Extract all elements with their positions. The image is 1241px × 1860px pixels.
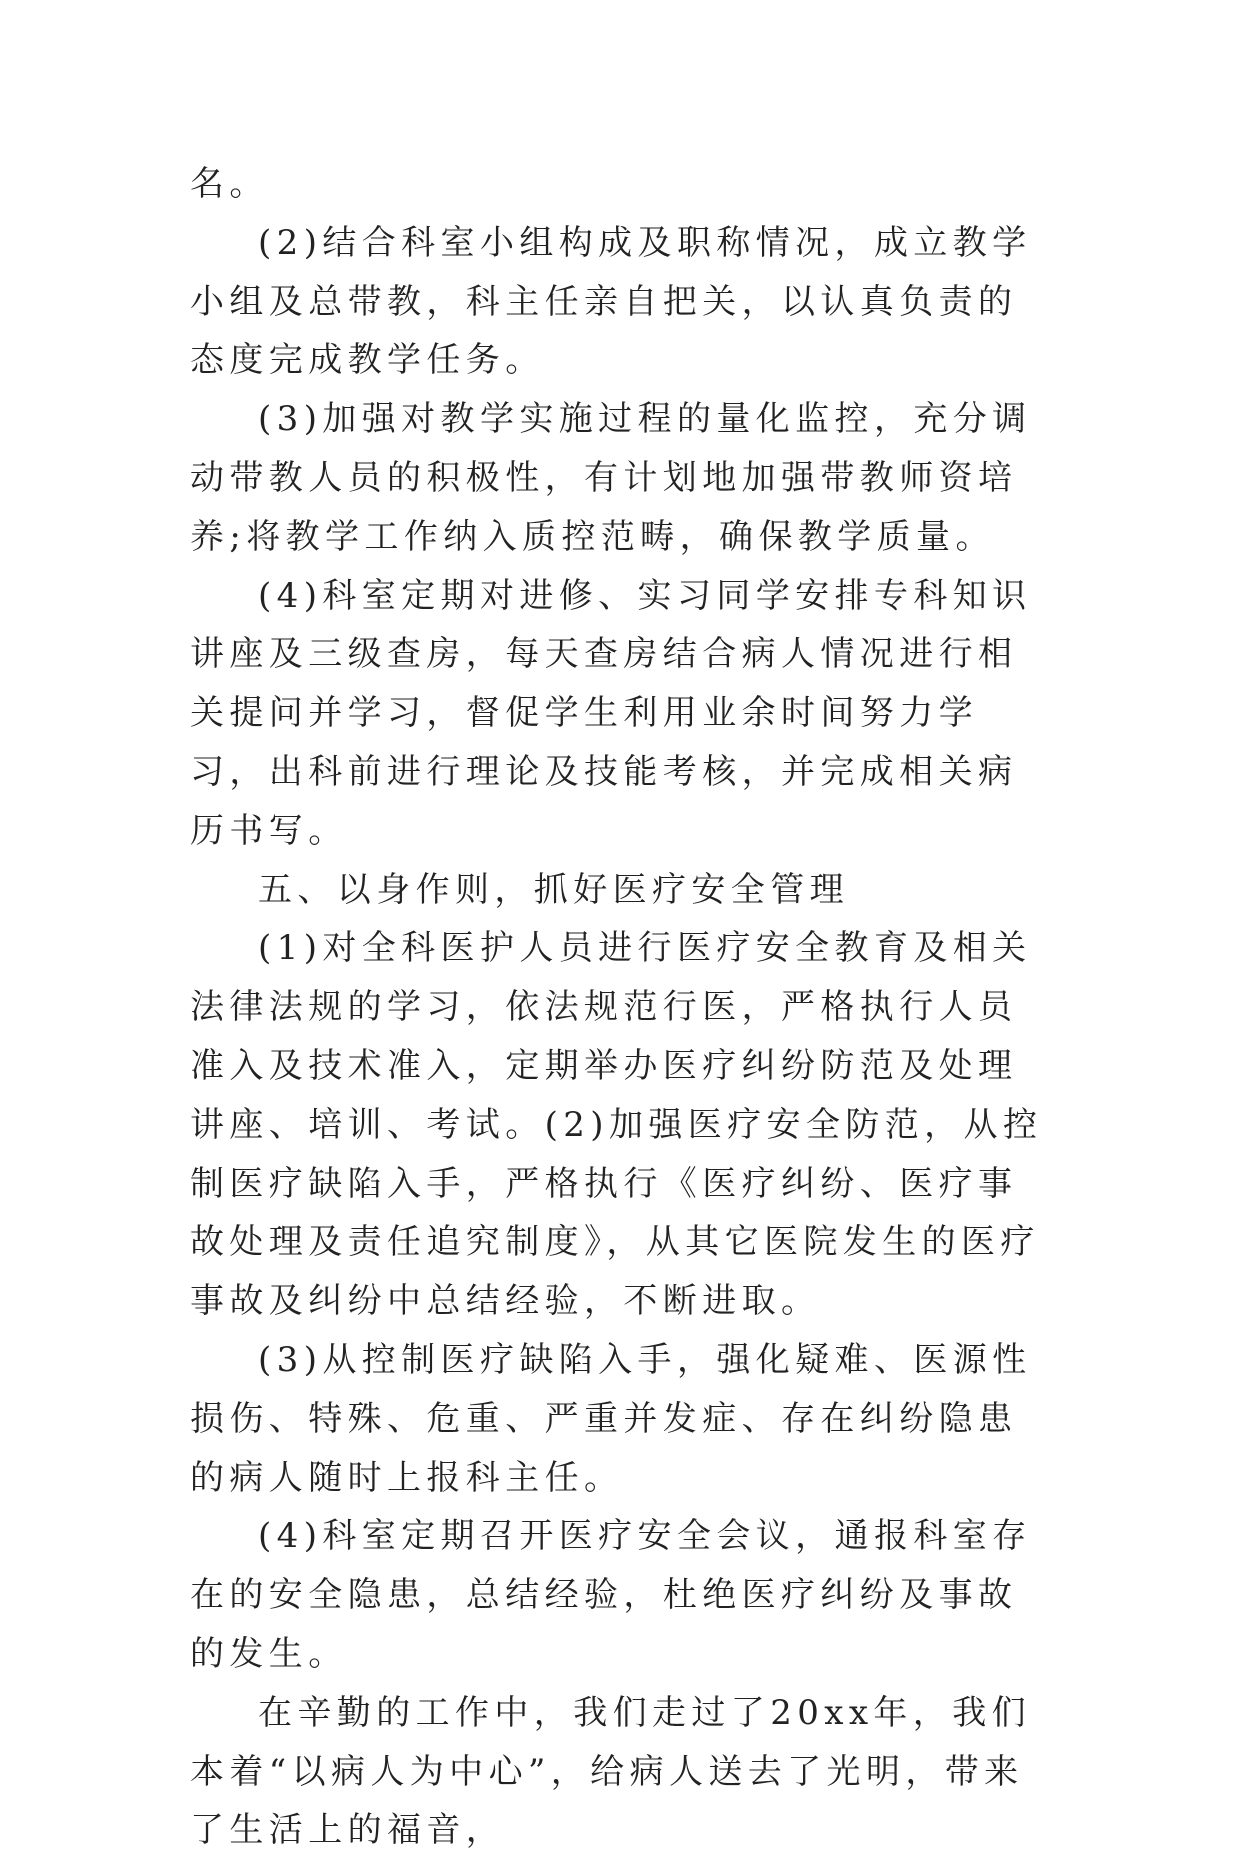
- document-page: [190, 155, 1050, 1860]
- paragraph-continuation: 名。: [190, 164, 269, 204]
- paragraph-lectures-rounds: (4)科室定期对进修、实习同学安排专科知识讲座及三级查房，每天查房结合病人情况进行相关提问并学习，督促学生利用业余时间努力学习，出科前进行理论及技能考核，并完成相关病历书写。: [190, 575, 1032, 851]
- section-heading-safety: 五、以身作则，抓好医疗安全管理: [258, 869, 849, 910]
- paragraph-teaching-monitoring: (3)加强对教学实施过程的量化监控，充分调动带教人员的积极性，有计划地加强带教师资培养;将教学工作纳入质控范畴，确保教学质量。: [190, 399, 1032, 557]
- paragraph-teaching-group: (2)结合科室小组构成及职称情况，成立教学小组及总带教，科主任亲自把关，以认真负责的态度完成教学任务。: [190, 222, 1032, 381]
- paragraph-closing: 在辛勤的工作中，我们走过了20xx年，我们本着“以病人为中心”，给病人送去了光明，带来了生活上的福音，: [190, 1692, 1032, 1851]
- paragraph-risk-reporting: (3)从控制医疗缺陷入手，强化疑难、医源性损伤、特殊、危重、严重并发症、存在纠纷隐患的病人随时上报科主任。: [190, 1339, 1032, 1498]
- paragraph-safety-meetings: (4)科室定期召开医疗安全会议，通报科室存在的安全隐患，总结经验，杜绝医疗纠纷及事故的发生。: [190, 1516, 1032, 1674]
- paragraph-safety-education: (1)对全科医护人员进行医疗安全教育及相关法律法规的学习，依法规范行医，严格执行人员准入及技术准入，定期举办医疗纠纷防范及处理讲座、培训、考试。(2)加强医疗安全防范，从控制医疗缺陷入手，严格执行《医疗纠纷、医疗事故处理及责任追究制度》，从其它医院发生的医疗事故及纠纷中总结经验，不断进取。: [190, 928, 1043, 1322]
